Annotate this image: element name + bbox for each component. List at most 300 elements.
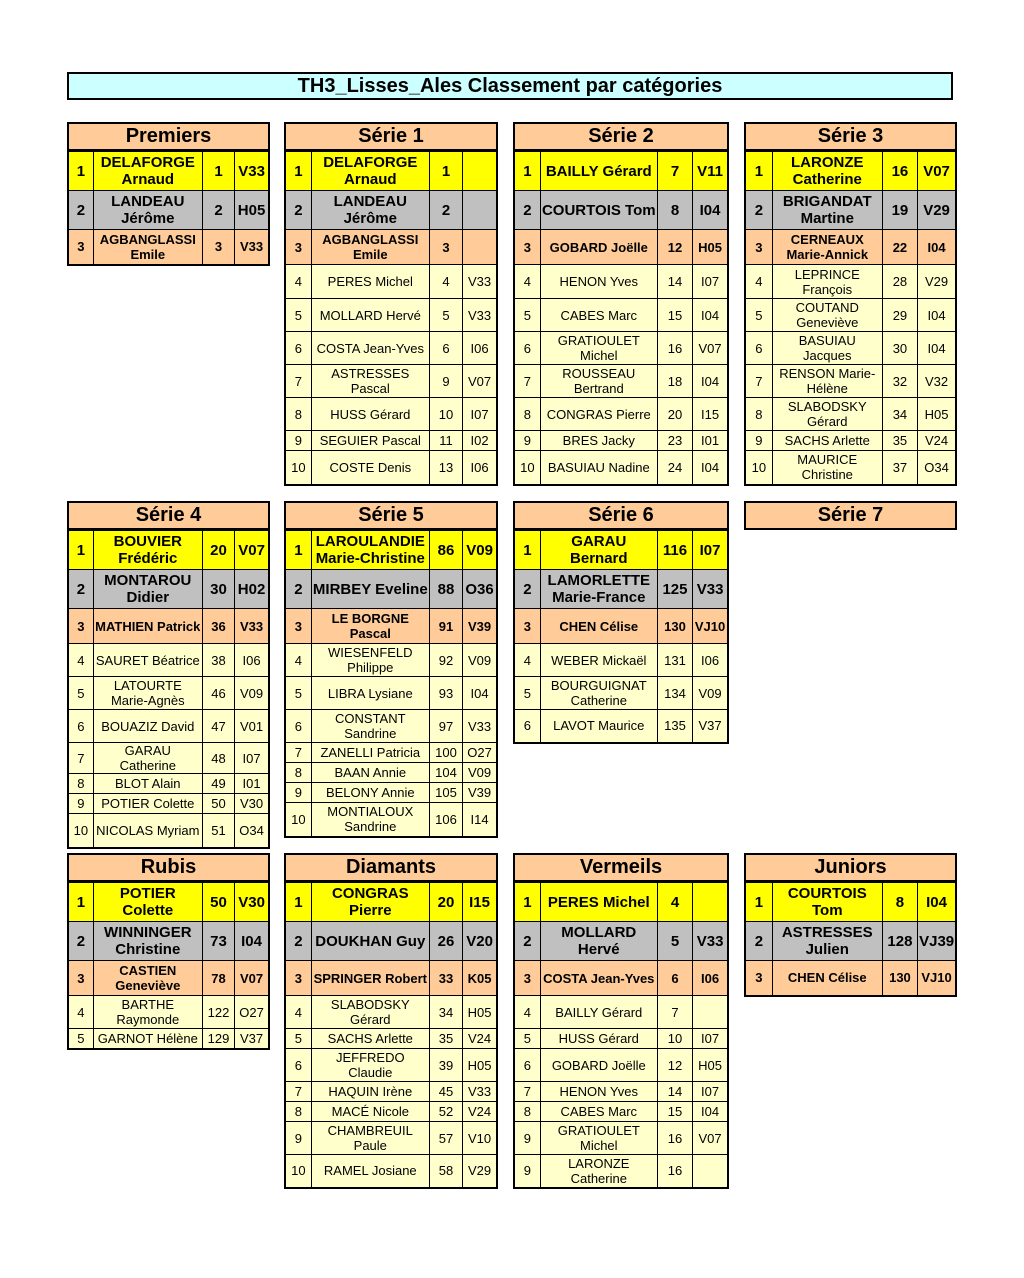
rank-cell: 3: [745, 961, 772, 996]
rank-cell: 7: [285, 743, 311, 763]
name-cell: HENON Yves: [540, 1082, 657, 1102]
category-cell: VJ10: [693, 609, 728, 644]
name-cell: WIESENFELD Philippe: [311, 644, 429, 677]
panel-diamants: [284, 853, 498, 1189]
table-row: [745, 191, 956, 230]
table-row: [68, 570, 269, 609]
rank-cell: 5: [514, 1029, 540, 1049]
table-row: [745, 961, 956, 996]
category-cell: V37: [235, 1029, 269, 1049]
panel-header: Premiers: [67, 122, 270, 151]
overall-rank-cell: 16: [657, 332, 692, 365]
overall-rank-cell: 2: [202, 191, 234, 230]
rank-cell: 5: [514, 677, 540, 710]
overall-rank-cell: 135: [657, 710, 692, 743]
rank-cell: 1: [514, 152, 540, 191]
category-cell: H05: [463, 1049, 497, 1082]
rank-cell: 2: [514, 191, 540, 230]
rank-cell: 9: [514, 431, 540, 451]
table-row: [285, 1102, 497, 1122]
overall-rank-cell: 10: [657, 1029, 692, 1049]
name-cell: LAVOT Maurice: [540, 710, 657, 743]
name-cell: WINNINGER Christine: [93, 922, 202, 961]
category-cell: V39: [463, 783, 497, 803]
rank-cell: 5: [285, 1029, 311, 1049]
name-cell: ROUSSEAU Bertrand: [540, 365, 657, 398]
rank-cell: 2: [68, 922, 93, 961]
table-row: [745, 299, 956, 332]
rank-cell: 2: [514, 922, 540, 961]
category-cell: I15: [463, 883, 497, 922]
name-cell: SACHS Arlette: [772, 431, 882, 451]
table-row: [514, 644, 728, 677]
table-row: [285, 743, 497, 763]
name-cell: COUTAND Geneviève: [772, 299, 882, 332]
rank-cell: 10: [514, 451, 540, 485]
table-row: [68, 191, 269, 230]
table-row: [514, 1082, 728, 1102]
category-cell: I06: [235, 644, 269, 677]
category-cell: V33: [693, 570, 728, 609]
overall-rank-cell: 19: [882, 191, 917, 230]
panel-s-rie-2: [513, 122, 729, 486]
table-row: [285, 1155, 497, 1188]
name-cell: BASUIAU Nadine: [540, 451, 657, 485]
rank-cell: 2: [514, 570, 540, 609]
overall-rank-cell: 51: [202, 814, 234, 848]
name-cell: PERES Michel: [540, 883, 657, 922]
name-cell: LARONZE Catherine: [772, 152, 882, 191]
category-cell: H05: [463, 996, 497, 1029]
name-cell: BASUIAU Jacques: [772, 332, 882, 365]
category-cell: O36: [463, 570, 497, 609]
panel-header: Rubis: [67, 853, 270, 882]
table-row: [285, 644, 497, 677]
table-row: [514, 398, 728, 431]
overall-rank-cell: 11: [429, 431, 462, 451]
table-row: [514, 883, 728, 922]
table-row: [68, 961, 269, 996]
table-row: [514, 961, 728, 996]
category-cell: V33: [463, 1082, 497, 1102]
name-cell: MONTAROU Didier: [93, 570, 202, 609]
overall-rank-cell: 12: [657, 1049, 692, 1082]
category-cell: V30: [235, 794, 269, 814]
name-cell: POTIER Colette: [93, 794, 202, 814]
overall-rank-cell: 48: [202, 743, 234, 774]
overall-rank-cell: 7: [657, 996, 692, 1029]
table-row: [285, 803, 497, 837]
table-row: [285, 398, 497, 431]
table-row: [68, 1029, 269, 1049]
overall-rank-cell: 86: [429, 531, 462, 570]
name-cell: COSTE Denis: [311, 451, 429, 485]
rank-cell: 3: [285, 609, 311, 644]
category-cell: I07: [693, 531, 728, 570]
overall-rank-cell: 34: [429, 996, 462, 1029]
category-cell: V29: [918, 265, 956, 299]
table-row: [514, 531, 728, 570]
rank-cell: 6: [285, 1049, 311, 1082]
name-cell: AGBANGLASSI Emile: [93, 230, 202, 265]
name-cell: DOUKHAN Guy: [311, 922, 429, 961]
name-cell: HUSS Gérard: [311, 398, 429, 431]
ranking-table: [284, 530, 498, 838]
rank-cell: 8: [285, 763, 311, 783]
name-cell: LEPRINCE François: [772, 265, 882, 299]
overall-rank-cell: 125: [657, 570, 692, 609]
rank-cell: 7: [514, 365, 540, 398]
overall-rank-cell: 15: [657, 1102, 692, 1122]
name-cell: LATOURTE Marie-Agnès: [93, 677, 202, 710]
ranking-table: [513, 151, 729, 486]
category-cell: [463, 230, 497, 265]
name-cell: RENSON Marie-Hélène: [772, 365, 882, 398]
rank-cell: 1: [285, 883, 311, 922]
category-cell: V33: [235, 230, 269, 265]
rank-cell: 6: [514, 710, 540, 743]
overall-rank-cell: 35: [882, 431, 917, 451]
table-row: [514, 230, 728, 265]
overall-rank-cell: 16: [657, 1155, 692, 1188]
rank-cell: 5: [285, 677, 311, 710]
table-row: [285, 1082, 497, 1102]
category-cell: V37: [693, 710, 728, 743]
overall-rank-cell: 3: [202, 230, 234, 265]
name-cell: CHAMBREUIL Paule: [311, 1122, 429, 1155]
name-cell: LANDEAU Jérôme: [311, 191, 429, 230]
rank-cell: 2: [285, 922, 311, 961]
rank-cell: 5: [68, 677, 93, 710]
overall-rank-cell: 32: [882, 365, 917, 398]
category-cell: [693, 996, 728, 1029]
category-cell: V07: [235, 961, 269, 996]
table-row: [68, 883, 269, 922]
table-row: [285, 783, 497, 803]
table-row: [285, 431, 497, 451]
overall-rank-cell: 30: [202, 570, 234, 609]
rank-cell: 6: [745, 332, 772, 365]
name-cell: COURTOIS Tom: [772, 883, 882, 922]
table-row: [514, 451, 728, 485]
name-cell: GOBARD Joëlle: [540, 230, 657, 265]
overall-rank-cell: 35: [429, 1029, 462, 1049]
rank-cell: 8: [285, 398, 311, 431]
overall-rank-cell: 26: [429, 922, 462, 961]
rank-cell: 3: [285, 230, 311, 265]
rank-cell: 9: [514, 1155, 540, 1188]
name-cell: GRATIOULET Michel: [540, 332, 657, 365]
name-cell: HENON Yves: [540, 265, 657, 299]
rank-cell: 1: [285, 531, 311, 570]
name-cell: GARAU Bernard: [540, 531, 657, 570]
table-row: [285, 1029, 497, 1049]
overall-rank-cell: 78: [202, 961, 234, 996]
table-row: [285, 710, 497, 743]
name-cell: GOBARD Joëlle: [540, 1049, 657, 1082]
table-row: [68, 230, 269, 265]
rank-cell: 10: [285, 803, 311, 837]
overall-rank-cell: 45: [429, 1082, 462, 1102]
category-cell: V09: [463, 763, 497, 783]
page-title: TH3_Lisses_Ales Classement par catégories: [67, 72, 953, 100]
rank-cell: 3: [68, 609, 93, 644]
panel-header: Série 4: [67, 501, 270, 530]
overall-rank-cell: 1: [429, 152, 462, 191]
table-row: [285, 961, 497, 996]
table-row: [68, 710, 269, 743]
rank-cell: 8: [745, 398, 772, 431]
ranking-table: [67, 882, 270, 1050]
name-cell: MOLLARD Hervé: [540, 922, 657, 961]
rank-cell: 4: [285, 996, 311, 1029]
name-cell: BOURGUIGNAT Catherine: [540, 677, 657, 710]
overall-rank-cell: 122: [202, 996, 234, 1029]
name-cell: MAURICE Christine: [772, 451, 882, 485]
table-row: [514, 191, 728, 230]
category-cell: V33: [463, 299, 497, 332]
category-cell: V39: [463, 609, 497, 644]
overall-rank-cell: 24: [657, 451, 692, 485]
rank-cell: 7: [745, 365, 772, 398]
overall-rank-cell: 6: [657, 961, 692, 996]
category-cell: I04: [918, 230, 956, 265]
overall-rank-cell: 50: [202, 883, 234, 922]
ranking-table: [284, 882, 498, 1189]
table-row: [68, 743, 269, 774]
panel-vermeils: [513, 853, 729, 1189]
table-row: [285, 763, 497, 783]
category-cell: V24: [463, 1102, 497, 1122]
table-row: [285, 1049, 497, 1082]
table-row: [285, 1122, 497, 1155]
name-cell: BRES Jacky: [540, 431, 657, 451]
table-row: [514, 1049, 728, 1082]
table-row: [285, 883, 497, 922]
category-cell: V09: [235, 677, 269, 710]
name-cell: DELAFORGE Arnaud: [93, 152, 202, 191]
category-cell: V20: [463, 922, 497, 961]
category-cell: V07: [463, 365, 497, 398]
category-cell: V30: [235, 883, 269, 922]
category-cell: H02: [235, 570, 269, 609]
table-row: [514, 1102, 728, 1122]
table-row: [514, 710, 728, 743]
overall-rank-cell: 52: [429, 1102, 462, 1122]
name-cell: CHEN Célise: [772, 961, 882, 996]
category-cell: V09: [463, 644, 497, 677]
overall-rank-cell: 105: [429, 783, 462, 803]
overall-rank-cell: 38: [202, 644, 234, 677]
category-cell: I04: [693, 451, 728, 485]
rank-cell: 4: [514, 996, 540, 1029]
table-row: [514, 431, 728, 451]
rank-cell: 1: [68, 883, 93, 922]
ranking-table: [284, 151, 498, 486]
table-row: [285, 332, 497, 365]
name-cell: SACHS Arlette: [311, 1029, 429, 1049]
rank-cell: 1: [68, 531, 93, 570]
overall-rank-cell: 49: [202, 774, 234, 794]
rank-cell: 7: [68, 743, 93, 774]
panel-header: Vermeils: [513, 853, 729, 882]
category-cell: V33: [463, 710, 497, 743]
overall-rank-cell: 10: [429, 398, 462, 431]
name-cell: HUSS Gérard: [540, 1029, 657, 1049]
category-cell: V33: [235, 152, 269, 191]
category-cell: I06: [693, 961, 728, 996]
rank-cell: 6: [514, 1049, 540, 1082]
category-cell: V24: [463, 1029, 497, 1049]
category-cell: I07: [693, 1082, 728, 1102]
rank-cell: 7: [285, 1082, 311, 1102]
table-row: [514, 152, 728, 191]
rank-cell: 4: [68, 644, 93, 677]
name-cell: COSTA Jean-Yves: [311, 332, 429, 365]
panel-s-rie-7: [744, 501, 957, 530]
panel-juniors: [744, 853, 957, 997]
category-cell: V07: [918, 152, 956, 191]
table-row: [285, 570, 497, 609]
category-cell: V29: [918, 191, 956, 230]
category-cell: H05: [235, 191, 269, 230]
overall-rank-cell: 20: [202, 531, 234, 570]
table-row: [514, 570, 728, 609]
rank-cell: 4: [514, 265, 540, 299]
overall-rank-cell: 16: [657, 1122, 692, 1155]
overall-rank-cell: 58: [429, 1155, 462, 1188]
table-row: [68, 794, 269, 814]
name-cell: CABES Marc: [540, 1102, 657, 1122]
category-cell: I06: [693, 644, 728, 677]
rank-cell: 5: [68, 1029, 93, 1049]
category-cell: H05: [918, 398, 956, 431]
category-cell: I02: [463, 431, 497, 451]
name-cell: MACÉ Nicole: [311, 1102, 429, 1122]
name-cell: LIBRA Lysiane: [311, 677, 429, 710]
name-cell: JEFFREDO Claudie: [311, 1049, 429, 1082]
rank-cell: 8: [514, 1102, 540, 1122]
table-row: [745, 451, 956, 485]
overall-rank-cell: 29: [882, 299, 917, 332]
category-cell: I07: [693, 265, 728, 299]
category-cell: I07: [235, 743, 269, 774]
category-cell: I01: [693, 431, 728, 451]
table-row: [68, 774, 269, 794]
table-row: [745, 230, 956, 265]
category-cell: I04: [235, 922, 269, 961]
overall-rank-cell: 36: [202, 609, 234, 644]
rank-cell: 6: [514, 332, 540, 365]
table-row: [285, 996, 497, 1029]
category-cell: O34: [235, 814, 269, 848]
ranking-table: [513, 530, 729, 744]
table-row: [68, 922, 269, 961]
category-cell: I07: [693, 1029, 728, 1049]
table-row: [285, 230, 497, 265]
name-cell: BRIGANDAT Martine: [772, 191, 882, 230]
table-row: [514, 1122, 728, 1155]
category-cell: V10: [463, 1122, 497, 1155]
rank-cell: 9: [68, 794, 93, 814]
ranking-table: [744, 882, 957, 997]
rank-cell: 3: [745, 230, 772, 265]
table-row: [745, 922, 956, 961]
name-cell: SLABODSKY Gérard: [311, 996, 429, 1029]
overall-rank-cell: 4: [657, 883, 692, 922]
table-row: [514, 365, 728, 398]
name-cell: DELAFORGE Arnaud: [311, 152, 429, 191]
overall-rank-cell: 7: [657, 152, 692, 191]
table-row: [745, 431, 956, 451]
name-cell: MOLLARD Hervé: [311, 299, 429, 332]
table-row: [285, 299, 497, 332]
category-cell: V07: [235, 531, 269, 570]
name-cell: ASTRESSES Pascal: [311, 365, 429, 398]
overall-rank-cell: 14: [657, 1082, 692, 1102]
rank-cell: 3: [514, 609, 540, 644]
category-cell: V33: [693, 922, 728, 961]
rank-cell: 2: [745, 922, 772, 961]
panel-header: Série 7: [744, 501, 957, 530]
overall-rank-cell: 91: [429, 609, 462, 644]
table-row: [285, 609, 497, 644]
table-row: [285, 191, 497, 230]
rank-cell: 10: [285, 451, 311, 485]
overall-rank-cell: 131: [657, 644, 692, 677]
table-row: [514, 922, 728, 961]
overall-rank-cell: 14: [657, 265, 692, 299]
overall-rank-cell: 12: [657, 230, 692, 265]
name-cell: BAILLY Gérard: [540, 152, 657, 191]
category-cell: K05: [463, 961, 497, 996]
name-cell: LAMORLETTE Marie-France: [540, 570, 657, 609]
rank-cell: 3: [514, 230, 540, 265]
category-cell: I04: [693, 299, 728, 332]
category-cell: V29: [463, 1155, 497, 1188]
overall-rank-cell: 18: [657, 365, 692, 398]
name-cell: BOUVIER Frédéric: [93, 531, 202, 570]
category-cell: V24: [918, 431, 956, 451]
name-cell: POTIER Colette: [93, 883, 202, 922]
panel-header: Série 5: [284, 501, 498, 530]
rank-cell: 2: [285, 191, 311, 230]
category-cell: [693, 883, 728, 922]
table-row: [514, 332, 728, 365]
overall-rank-cell: 47: [202, 710, 234, 743]
category-cell: I04: [918, 883, 956, 922]
name-cell: CERNEAUX Marie-Annick: [772, 230, 882, 265]
table-row: [68, 677, 269, 710]
overall-rank-cell: 20: [429, 883, 462, 922]
overall-rank-cell: 20: [657, 398, 692, 431]
name-cell: MIRBEY Eveline: [311, 570, 429, 609]
rank-cell: 5: [285, 299, 311, 332]
table-row: [514, 299, 728, 332]
rank-cell: 9: [285, 431, 311, 451]
panel-header: Diamants: [284, 853, 498, 882]
category-cell: I14: [463, 803, 497, 837]
table-row: [745, 883, 956, 922]
overall-rank-cell: 134: [657, 677, 692, 710]
category-cell: I04: [918, 332, 956, 365]
rank-cell: 9: [745, 431, 772, 451]
overall-rank-cell: 39: [429, 1049, 462, 1082]
overall-rank-cell: 129: [202, 1029, 234, 1049]
rank-cell: 1: [68, 152, 93, 191]
overall-rank-cell: 8: [882, 883, 917, 922]
table-row: [514, 1029, 728, 1049]
